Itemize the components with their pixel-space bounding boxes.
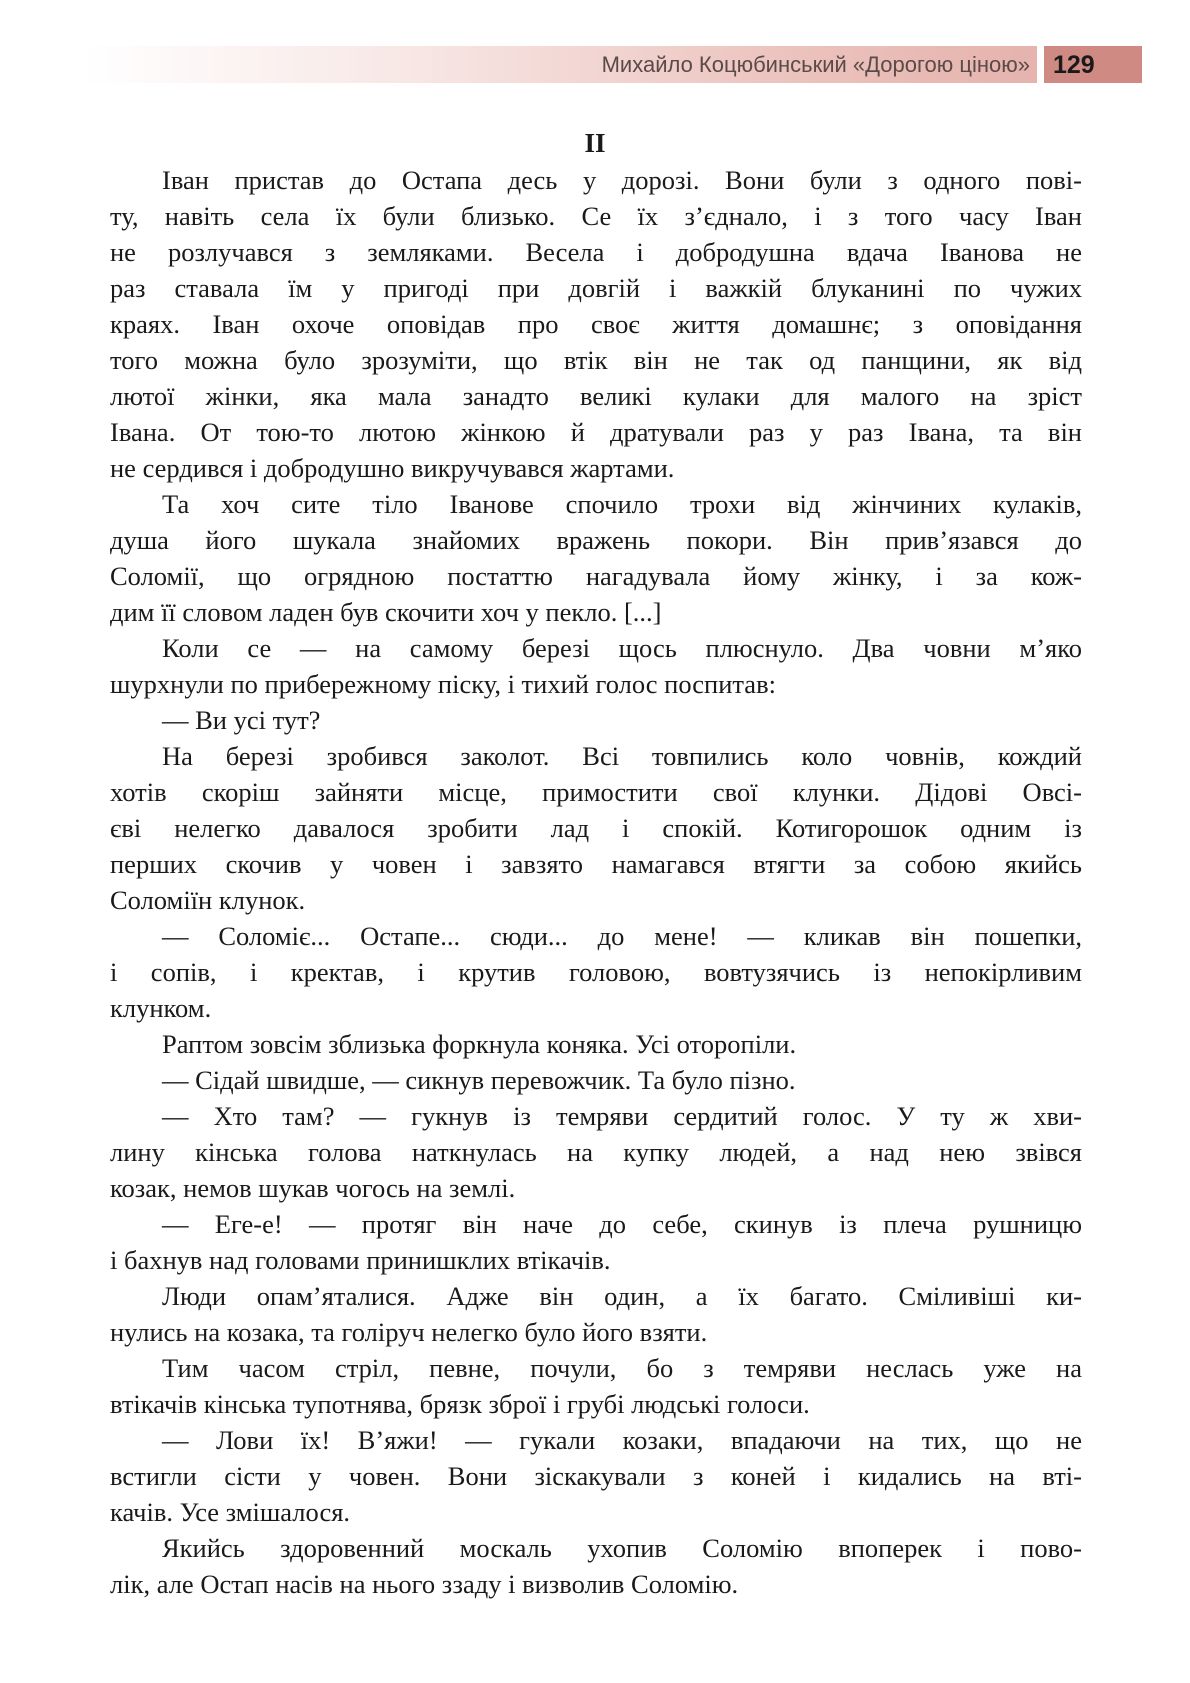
text-line: лютої жінки, яка мала занадто великі кулаки для малого на зріст <box>110 381 1082 411</box>
running-header-title: Михайло Коцюбинський «Дорогою ціною» <box>601 52 1030 77</box>
text-line: качів. Усе змішалося. <box>110 1497 351 1527</box>
paragraph <box>110 1026 1082 1062</box>
text-line: нулись на козака, та голіруч нелегко було його взяти. <box>110 1317 708 1347</box>
paragraph <box>110 702 1082 738</box>
paragraph <box>110 1098 1082 1206</box>
paragraph <box>110 1206 1082 1278</box>
text-line: дим її словом ладен був скочити хоч у пекло. [...] <box>110 597 662 627</box>
text-line: лік, але Остап насів на нього ззаду і визволив Соломію. <box>110 1569 739 1599</box>
text-line: — Еге-е! — протяг він наче до себе, скинув із плеча рушницю <box>162 1209 1082 1239</box>
paragraph <box>110 162 1082 486</box>
text-line: — Соломіє... Остапе... сюди... до мене! — кликав він пошепки, <box>162 921 1082 951</box>
text-line: Соломії, що огрядною постаттю нагадувала йому жінку, і за кож- <box>110 561 1082 591</box>
text-line: і бахнув над головами принишклих втікачів. <box>110 1245 611 1275</box>
text-line: На березі зробився заколот. Всі товпились коло човнів, кождий <box>162 741 1082 771</box>
text-line: перших скочив у човен і завзято намагався втягти за собою якийсь <box>110 849 1082 879</box>
text-line: Раптом зовсім зблизька форкнула коняка. Усі оторопіли. <box>162 1029 797 1059</box>
paragraph <box>110 1350 1082 1422</box>
paragraph <box>110 1062 1082 1098</box>
text-line: і сопів, і кректав, і крутив головою, вовтузячись із непокірливим <box>110 957 1082 987</box>
text-line: — Хто там? — гукнув із темряви сердитий голос. У ту ж хви- <box>162 1101 1082 1131</box>
section-heading: II <box>584 128 606 158</box>
text-line: клунком. <box>110 993 212 1023</box>
text-line: лину кінська голова наткнулась на купку людей, а над нею звівся <box>110 1137 1082 1167</box>
text-line: втікачів кінська тупотнява, брязк зброї і грубі людські голоси. <box>110 1389 810 1419</box>
paragraph <box>110 918 1082 1026</box>
text-line: єві нелегко давалося зробити лад і спокій. Котигорошок одним із <box>110 813 1082 843</box>
text-line: Якийсь здоровенний москаль ухопив Соломію впоперек і пово- <box>162 1533 1082 1563</box>
text-line: Соломіїн клунок. <box>110 885 306 915</box>
text-line: хотів скоріш зайняти місце, примостити свої клунки. Дідові Овсі- <box>110 777 1082 807</box>
text-line: Тим часом стріл, певне, почули, бо з темряви неслась уже на <box>162 1353 1082 1383</box>
paragraph <box>110 738 1082 918</box>
paragraph <box>110 486 1082 630</box>
paragraph <box>110 1422 1082 1530</box>
text-line: шурхнули по прибережному піску, і тихий голос поспитав: <box>110 669 776 699</box>
page-number: 129 <box>1053 51 1095 79</box>
text-line: не сердився і добродушно викручувався жартами. <box>110 453 675 483</box>
text-line: — Лови їх! В’яжи! — гукали козаки, впадаючи на тих, що не <box>162 1425 1082 1455</box>
text-line: краях. Іван охоче оповідав про своє життя домашнє; з оповідання <box>110 309 1082 339</box>
text-line: ту, навіть села їх були близько. Се їх з’єднало, і з того часу Іван <box>110 201 1082 231</box>
text-line: — Ви усі тут? <box>162 705 321 735</box>
text-line: не розлучався з земляками. Весела і добродушна вдача Іванова не <box>110 237 1082 267</box>
text-line: встигли сісти у човен. Вони зіскакували з коней і кидались на вті- <box>110 1461 1082 1491</box>
text-line: душа його шукала знайомих вражень покори. Він прив’язався до <box>110 525 1082 555</box>
text-line: Іван пристав до Остапа десь у дорозі. Вони були з одного пові- <box>162 165 1082 195</box>
paragraph <box>110 1278 1082 1350</box>
text-line: — Сідай швидше, — сикнув перевожчик. Та було пізно. <box>162 1065 796 1095</box>
text-line: Коли се — на самому березі щось плюснуло. Два човни м’яко <box>162 633 1082 663</box>
text-line: Та хоч сите тіло Іванове спочило трохи від жінчиних кулаків, <box>162 489 1082 519</box>
text-line: Люди опам’яталися. Адже він один, а їх багато. Сміливіші ки- <box>162 1281 1082 1311</box>
text-line: козак, немов шукав чогось на землі. <box>110 1173 516 1203</box>
text-line: Івана. От тою-то лютою жінкою й дратували раз у раз Івана, та він <box>110 417 1082 447</box>
text-line: раз ставала їм у пригоді при довгій і важкій блуканині по чужих <box>110 273 1082 303</box>
text-line: того можна було зрозуміти, що втік він не так од панщини, як від <box>110 345 1082 375</box>
paragraph <box>110 630 1082 702</box>
paragraph <box>110 1530 1082 1602</box>
body-text <box>110 162 1082 1602</box>
